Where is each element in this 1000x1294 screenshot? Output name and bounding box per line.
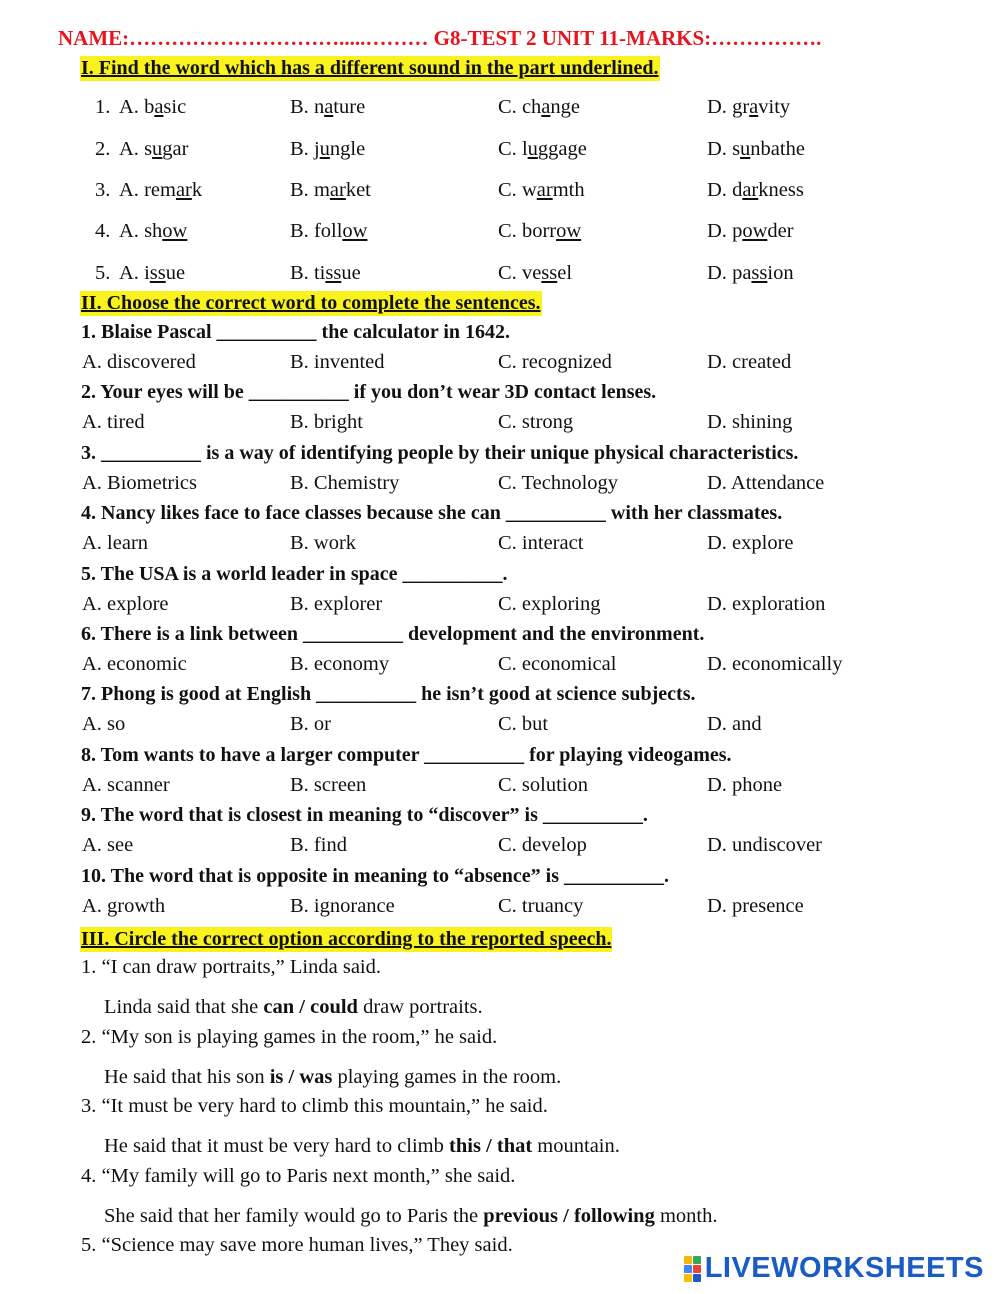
- answer-option[interactable]: D. economically: [707, 653, 843, 675]
- question-number: 4.: [95, 220, 111, 242]
- reported-text: mountain.: [532, 1135, 620, 1158]
- underlined-sound: ow: [342, 220, 368, 242]
- word-part: ggage: [537, 138, 587, 160]
- answer-option[interactable]: [290, 96, 365, 119]
- answer-option[interactable]: D. and: [707, 713, 762, 736]
- option-letter: C.: [498, 138, 517, 160]
- word-part: rem: [144, 179, 176, 201]
- word-part: w: [521, 179, 537, 201]
- underlined-sound: ss: [751, 262, 768, 284]
- answer-option[interactable]: B. find: [290, 834, 347, 857]
- word-part: gar: [162, 138, 189, 160]
- option-letter: D.: [707, 262, 727, 284]
- word-part: der: [767, 220, 794, 242]
- answer-option[interactable]: C. economical: [498, 653, 617, 675]
- reported-sentence: [104, 1135, 620, 1158]
- answer-option[interactable]: B. ignorance: [290, 894, 395, 917]
- word-part: ue: [341, 262, 361, 284]
- answer-option[interactable]: [290, 220, 367, 243]
- option-letter: A.: [119, 262, 139, 284]
- option-letter: B.: [290, 138, 309, 160]
- question-number: 3.: [95, 179, 111, 201]
- option-letter: D.: [707, 220, 727, 242]
- word-part: i: [144, 262, 150, 284]
- logo-icon: [684, 1256, 701, 1282]
- logo-block: [684, 1256, 692, 1264]
- logo-block: [693, 1265, 701, 1273]
- answer-option[interactable]: [498, 220, 581, 243]
- question-text: 2. Your eyes will be __________ if you don’t wear 3D contact lenses.: [81, 381, 657, 404]
- answer-option[interactable]: D. explore: [707, 532, 794, 555]
- question-text: 8. Tom wants to have a larger computer __________ for playing videogames.: [81, 743, 732, 766]
- underlined-sound: u: [319, 138, 330, 160]
- option-letter: D.: [707, 179, 727, 201]
- choice-option[interactable]: previous / following: [483, 1204, 655, 1227]
- logo-block: [684, 1265, 692, 1273]
- answer-option[interactable]: B. work: [290, 532, 357, 555]
- answer-option[interactable]: A. so: [82, 713, 126, 736]
- answer-option[interactable]: D. Attendance: [707, 471, 825, 494]
- word-part: pa: [732, 262, 752, 284]
- word-part: ture: [333, 96, 366, 118]
- answer-option[interactable]: [119, 179, 202, 202]
- section-3-title: III. Circle the correct option according to the reported speech.: [81, 928, 612, 950]
- option-letter: C.: [498, 262, 517, 284]
- answer-option[interactable]: [498, 262, 572, 285]
- option-letter: D.: [707, 96, 727, 118]
- word-part: b: [144, 96, 155, 118]
- word-part: s: [144, 138, 153, 160]
- underlined-sound: ar: [536, 179, 553, 201]
- option-letter: B.: [290, 179, 309, 201]
- quote-sentence: 4. “My family will go to Paris next month,” she said.: [81, 1164, 516, 1187]
- answer-option[interactable]: B. screen: [290, 773, 367, 796]
- answer-option[interactable]: C. Technology: [498, 471, 619, 494]
- underlined-sound: ss: [325, 262, 342, 284]
- answer-option[interactable]: B. invented: [290, 351, 385, 373]
- question-text: 6. There is a link between __________ development and the environment.: [81, 623, 705, 645]
- reported-sentence: [104, 1066, 561, 1089]
- answer-option[interactable]: C. recognized: [498, 351, 612, 373]
- answer-option[interactable]: B. Chemistry: [290, 471, 400, 494]
- answer-option[interactable]: [707, 220, 794, 243]
- choice-option[interactable]: is / was: [269, 1065, 333, 1088]
- quote-sentence: 3. “It must be very hard to climb this mountain,” he said.: [81, 1095, 548, 1118]
- word-part: p: [732, 220, 743, 242]
- answer-option[interactable]: [707, 179, 804, 202]
- logo-block: [693, 1274, 701, 1282]
- answer-option[interactable]: [498, 138, 587, 161]
- option-letter: A.: [119, 179, 139, 201]
- section-2-title: II. Choose the correct word to complete the sentences.: [81, 292, 541, 314]
- option-letter: A.: [119, 96, 139, 118]
- logo-block: [684, 1274, 692, 1282]
- underlined-sound: ar: [742, 179, 759, 201]
- reported-text: She said that her family would go to Paris the: [104, 1204, 484, 1227]
- answer-option[interactable]: A. economic: [82, 653, 187, 675]
- underlined-sound: u: [740, 138, 751, 160]
- question-text: 5. The USA is a world leader in space __________.: [81, 562, 508, 585]
- answer-option[interactable]: C. truancy: [498, 894, 584, 917]
- answer-option[interactable]: A. Biometrics: [82, 471, 198, 494]
- word-part: mth: [552, 179, 585, 201]
- word-part: k: [191, 179, 203, 201]
- underlined-sound: a: [541, 96, 551, 118]
- underlined-sound: a: [749, 96, 759, 118]
- answer-option[interactable]: [498, 96, 580, 119]
- answer-option[interactable]: [119, 220, 187, 243]
- underlined-sound: a: [324, 96, 334, 118]
- answer-option[interactable]: A. see: [82, 834, 134, 857]
- underlined-sound: ow: [742, 220, 768, 242]
- reported-text: playing games in the room.: [332, 1065, 562, 1088]
- answer-option[interactable]: A. scanner: [82, 773, 170, 796]
- reported-sentence: [104, 996, 483, 1019]
- answer-option[interactable]: C. strong: [498, 411, 574, 434]
- quote-sentence: 1. “I can draw portraits,” Linda said.: [81, 956, 381, 978]
- answer-option[interactable]: [119, 138, 188, 161]
- answer-option[interactable]: D. shining: [707, 411, 793, 434]
- question-text: 7. Phong is good at English __________ he isn’t good at science subjects.: [81, 683, 696, 706]
- question-text: 4. Nancy likes face to face classes because she can __________ with her classmates.: [81, 502, 783, 525]
- logo-block: [693, 1256, 701, 1264]
- word-part: ket: [345, 179, 371, 201]
- question-number: 1.: [95, 96, 111, 118]
- option-letter: C.: [498, 220, 517, 242]
- reported-text: He said that it must be very hard to climb: [104, 1135, 450, 1158]
- question-text: 9. The word that is closest in meaning to “discover” is __________.: [81, 804, 648, 827]
- word-part: m: [313, 179, 330, 201]
- underlined-sound: ss: [541, 262, 558, 284]
- word-part: ngle: [329, 138, 366, 160]
- word-part: foll: [313, 220, 343, 242]
- answer-option[interactable]: C. interact: [498, 532, 584, 555]
- word-part: gr: [732, 96, 750, 118]
- answer-option[interactable]: [498, 179, 585, 202]
- answer-option[interactable]: B. or: [290, 713, 331, 736]
- underlined-sound: ow: [556, 220, 582, 242]
- answer-option[interactable]: C. exploring: [498, 592, 601, 615]
- answer-option[interactable]: C. solution: [498, 773, 588, 796]
- word-part: ch: [521, 96, 542, 118]
- answer-option[interactable]: [119, 96, 186, 119]
- word-part: ion: [767, 262, 794, 284]
- reported-sentence: [104, 1205, 717, 1228]
- question-text: 1. Blaise Pascal __________ the calculator in 1642.: [81, 321, 511, 343]
- answer-option[interactable]: [119, 262, 185, 285]
- answer-option[interactable]: [707, 96, 790, 119]
- answer-option[interactable]: C. develop: [498, 834, 587, 857]
- choice-option[interactable]: this / that: [449, 1135, 533, 1158]
- question-number: 5.: [95, 262, 111, 284]
- answer-option[interactable]: A. tired: [82, 411, 145, 434]
- header-line: NAME:………………………….....……… G8-TEST 2 UNIT 11-MARKS:…………….: [58, 26, 822, 50]
- option-letter: B.: [290, 220, 309, 242]
- logo-text: LIVEWORKSHEETS: [704, 1252, 984, 1284]
- word-part: j: [313, 138, 320, 160]
- answer-option[interactable]: A. growth: [82, 894, 166, 917]
- answer-option[interactable]: D. presence: [707, 894, 804, 917]
- answer-option[interactable]: C. but: [498, 713, 549, 736]
- answer-option[interactable]: A. explore: [82, 592, 169, 615]
- word-part: ue: [165, 262, 186, 284]
- reported-text: draw portraits.: [357, 996, 483, 1018]
- underlined-sound: u: [527, 138, 538, 160]
- reported-text: month.: [654, 1204, 718, 1227]
- word-part: kness: [758, 179, 804, 201]
- word-part: d: [732, 179, 743, 201]
- liveworksheets-logo: [684, 1252, 984, 1285]
- word-part: ve: [521, 262, 542, 284]
- underlined-sound: ar: [175, 179, 192, 201]
- option-letter: A.: [119, 220, 139, 242]
- answer-option[interactable]: [290, 138, 365, 161]
- option-letter: C.: [498, 179, 517, 201]
- section-1-title: I. Find the word which has a different sound in the part underlined.: [81, 57, 659, 79]
- question-text: 3. __________ is a way of identifying people by their unique physical characteristics.: [81, 441, 799, 464]
- option-letter: B.: [290, 262, 309, 284]
- option-letter: B.: [290, 96, 309, 118]
- answer-option[interactable]: B. economy: [290, 653, 390, 675]
- word-part: sh: [144, 220, 163, 242]
- word-part: ti: [313, 262, 326, 284]
- underlined-sound: ss: [149, 262, 166, 284]
- quote-sentence: 2. “My son is playing games in the room,” he said.: [81, 1025, 498, 1048]
- answer-option[interactable]: D. undiscover: [707, 834, 823, 857]
- underlined-sound: ar: [329, 179, 346, 201]
- underlined-sound: u: [152, 138, 163, 160]
- quote-sentence: 5. “Science may save more human lives,” They said.: [81, 1234, 513, 1257]
- answer-option[interactable]: A. learn: [82, 532, 149, 555]
- option-letter: A.: [119, 138, 139, 160]
- word-part: s: [732, 138, 741, 160]
- word-part: borr: [521, 220, 557, 242]
- option-letter: C.: [498, 96, 517, 118]
- answer-option[interactable]: [290, 262, 361, 285]
- word-part: nbathe: [750, 138, 805, 160]
- word-part: vity: [758, 96, 791, 118]
- answer-option[interactable]: [707, 138, 805, 161]
- word-part: n: [313, 96, 325, 118]
- answer-option[interactable]: D. exploration: [707, 592, 826, 615]
- answer-option[interactable]: B. bright: [290, 411, 363, 434]
- answer-option[interactable]: [707, 262, 794, 285]
- answer-option[interactable]: B. explorer: [290, 592, 383, 615]
- question-text: 10. The word that is opposite in meaning to “absence” is __________.: [81, 864, 670, 887]
- word-part: nge: [550, 96, 581, 118]
- reported-text: He said that his son: [104, 1065, 270, 1088]
- question-number: 2.: [95, 138, 111, 160]
- underlined-sound: a: [154, 96, 164, 118]
- reported-text: Linda said that she: [104, 996, 264, 1018]
- underlined-sound: ow: [162, 220, 188, 242]
- answer-option[interactable]: D. created: [707, 351, 792, 373]
- choice-option[interactable]: can / could: [263, 996, 358, 1018]
- word-part: el: [557, 262, 573, 284]
- answer-option[interactable]: [290, 179, 371, 202]
- answer-option[interactable]: A. discovered: [82, 351, 196, 373]
- word-part: l: [521, 138, 528, 160]
- answer-option[interactable]: D. phone: [707, 773, 783, 796]
- word-part: sic: [163, 96, 187, 118]
- option-letter: D.: [707, 138, 727, 160]
